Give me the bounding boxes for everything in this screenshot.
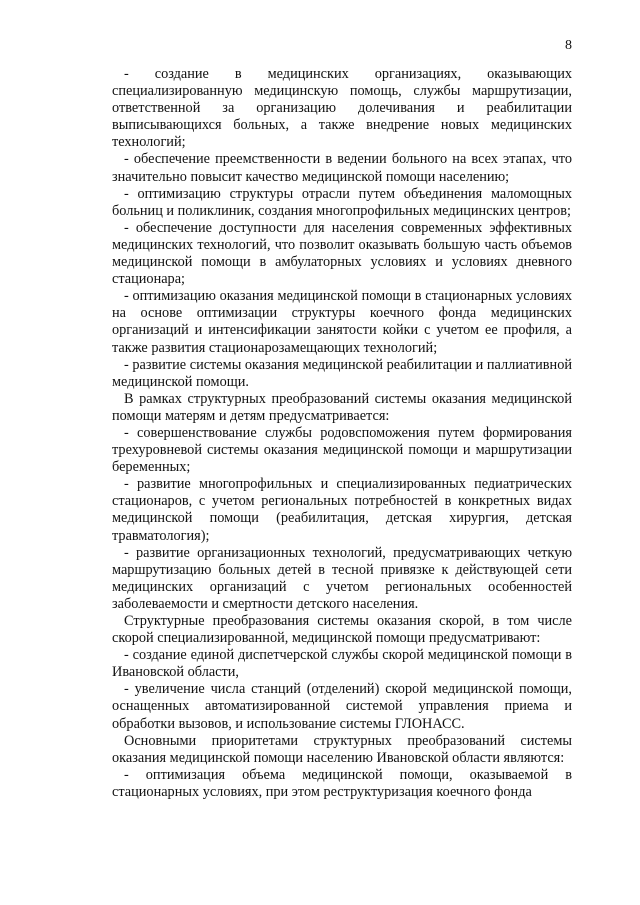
paragraph-9: - развитие многопрофильных и специализированных педиатрических стационаров, с учетом региональных потребностей в конкретных видах медицинской помощи (реабилитация, детская хирургия, детская травматология); xyxy=(112,476,572,544)
paragraph-7: В рамках структурных преобразований системы оказания медицинской помощи матерям и детям предусматривается: xyxy=(112,390,572,424)
paragraph-3: - оптимизацию структуры отрасли путем объединения маломощных больниц и поликлиник, создания многопрофильных медицинских центров; xyxy=(112,185,572,219)
paragraph-13: - увеличение числа станций (отделений) скорой медицинской помощи, оснащенных автоматизированной системой управления приема и обработки вызовов, и использование системы ГЛОНАСС. xyxy=(112,681,572,732)
paragraph-15: - оптимизация объема медицинской помощи, оказываемой в стационарных условиях, при этом реструктуризация коечного фонда xyxy=(112,766,572,800)
paragraph-4: - обеспечение доступности для населения современных эффективных медицинских технологий, что позволит оказывать большую часть объемов медицинской помощи в амбулаторных условиях и условиях дневного стационара; xyxy=(112,219,572,288)
paragraph-6: - развитие системы оказания медицинской реабилитации и паллиативной медицинской помощи. xyxy=(112,356,572,390)
paragraph-10: - развитие организационных технологий, предусматривающих четкую маршрутизацию больных детей в тесной привязке к действующей сети медицинских организаций с учетом региональных особенностей заболеваемости и смертности детского населения. xyxy=(112,544,572,612)
paragraph-2: - обеспечение преемственности в ведении больного на всех этапах, что значительно повысит качество медицинской помощи населению; xyxy=(112,151,572,185)
body-text xyxy=(112,66,572,801)
paragraph-14: Основными приоритетами структурных преобразований системы оказания медицинской помощи населению Ивановской области являются: xyxy=(112,732,572,766)
paragraph-1: - создание в медицинских организациях, оказывающих специализированную медицинскую помощь, службы маршрутизации, ответственной за организацию долечивания и реабилитации выписывающихся больных, а также внедрение новых медицинских технологий; xyxy=(112,66,572,151)
paragraph-5: - оптимизацию оказания медицинской помощи в стационарных условиях на основе оптимизации структуры коечного фонда медицинских организаций и интенсификации занятости койки с учетом ее профиля, а также развития стационарозамещающих технологий; xyxy=(112,288,572,356)
page-number: 8 xyxy=(565,38,572,53)
paragraph-12: - создание единой диспетчерской службы скорой медицинской помощи в Ивановской области, xyxy=(112,647,572,681)
paragraph-11: Структурные преобразования системы оказания скорой, в том числе скорой специализированной, медицинской помощи предусматривают: xyxy=(112,613,572,647)
paragraph-8: - совершенствование службы родовспоможения путем формирования трехуровневой системы оказания медицинской помощи и маршрутизации беременных; xyxy=(112,424,572,476)
